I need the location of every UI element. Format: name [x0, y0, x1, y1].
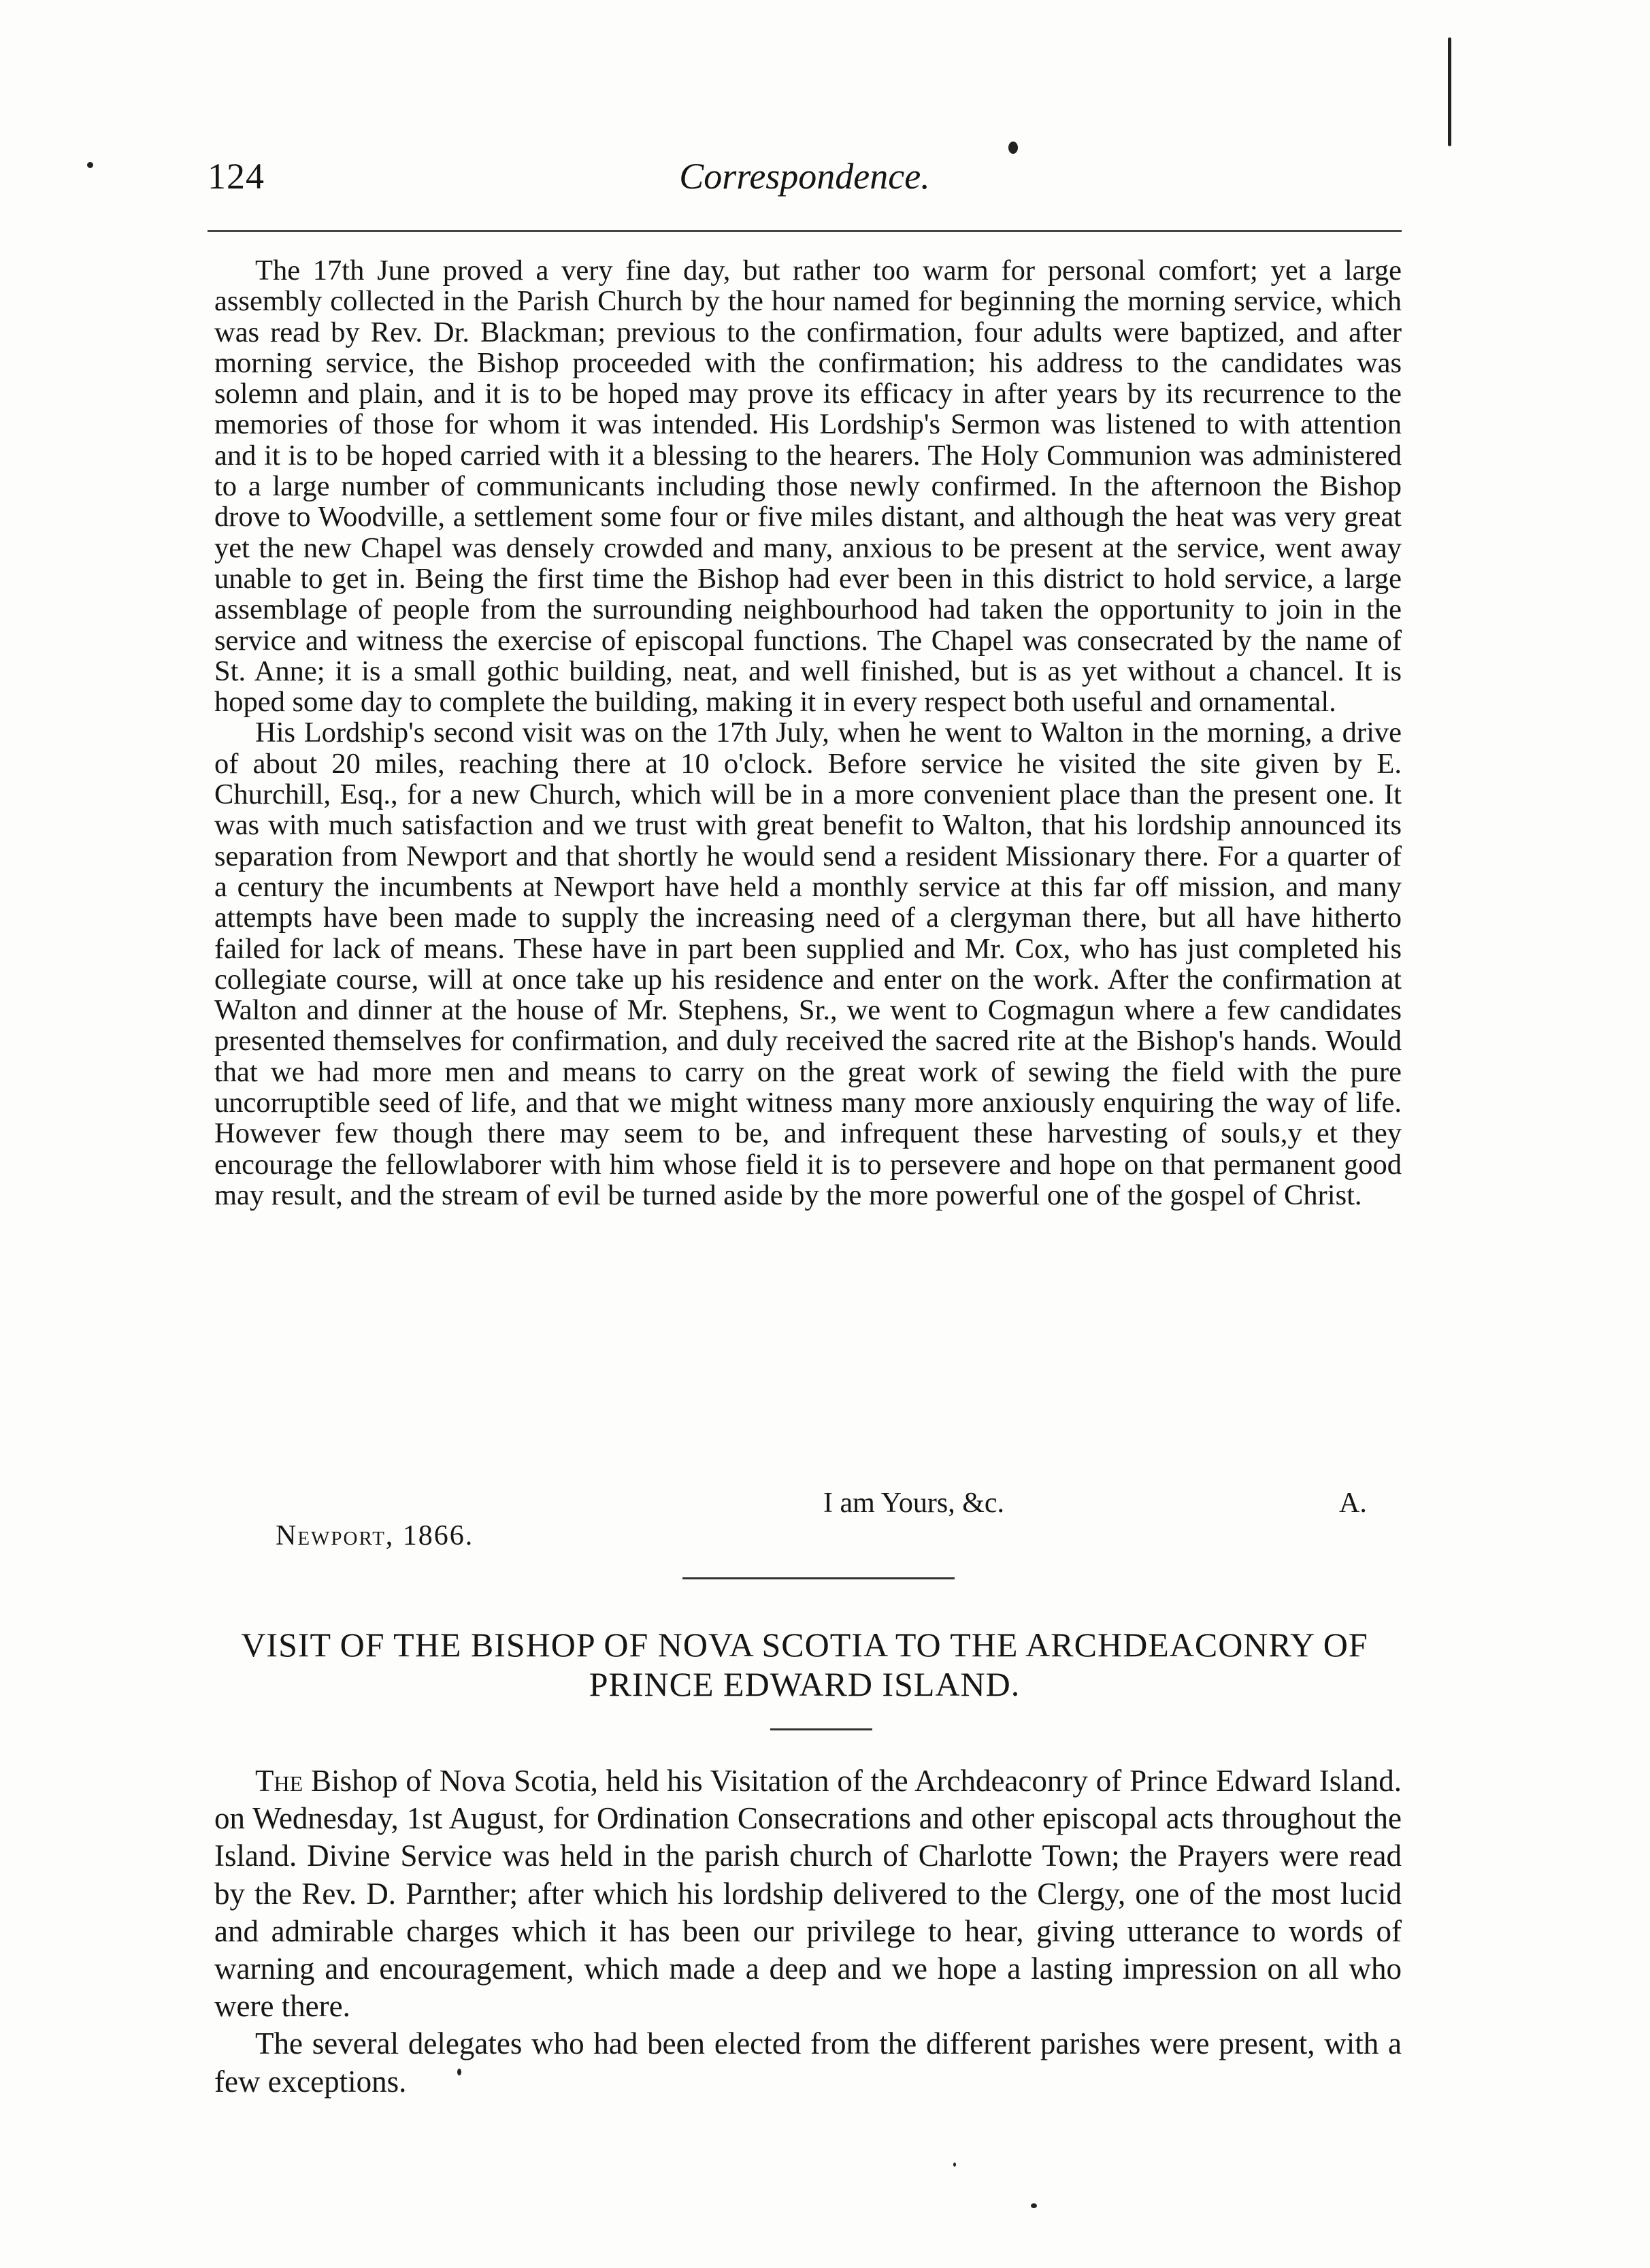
letter-paragraph: The 17th June proved a very fine day, but rather too warm for personal comfort; yet a large assembly collected in the Parish Church by the hour named for beginning the morning service, which was read by Rev. Dr. Blackman; previous to the confirmation, four adults were baptized, and after morning service, the Bishop proceeded with the confirmation; his address to the candidates was solemn and plain, and it is to be hoped may prove its efficacy in after years by its recurrence to the memories of those for whom it was intended. His Lordship's Sermon was listened to with attention and it is to be hoped carried with it a blessing to the hearers. The Holy Communion was administered to a large number of communicants including those newly confirmed. In the afternoon the Bishop drove to Woodville, a settlement some four or five miles distant, and although the heat was very great yet the new Chapel was densely crowded and many, anxious to be present at the service, went away unable to get in. Being the first time the Bishop had ever been in this district to hold service, a large assemblage of people from the surrounding neighbourhood had taken the opportunity to join in the service and witness the exercise of episcopal functions. The Chapel was consecrated by the name of St. Anne; it is a small gothic building, neat, and well finished, but is as yet without a chancel. It is hoped some day to complete the building, making it in every respect both useful and ornamental.	[214, 254, 1402, 719]
section-divider	[682, 1577, 955, 1579]
page-number: 124	[208, 156, 265, 197]
letter-paragraph: His Lordship's second visit was on the 17th July, when he went to Walton in the morning, a drive of about 20 miles, reaching there at 10 o'clock. Before service he visited the site given by E. Churchill, Esq., for a new Church, which will be in a more convenient place than the present one. It was with much satisfaction and we trust with great benefit to Walton, that his lordship announced its separation from Newport and that shortly he would send a resident Missionary there. For a quarter of a century the incumbents at Newport have held a monthly service at this far off mission, and many attempts have been made to supply the increasing need of a clergyman there, but all have hitherto failed for lack of means. These have in part been supplied and Mr. Cox, who has just completed his collegiate course, will at once take up his residence and enter on the work. After the confirmation at Walton and dinner at the house of Mr. Stephens, Sr., we went to Cogmagun where a few candidates presented themselves for confirmation, and duly received the sacred rite at the Bishop's hands. Would that we had more men and means to carry on the great work of sewing the field with the pure uncorruptible seed of life, and that we might witness many more anxiously enquiring the way of life. However few though there may seem to be, and infrequent these harvesting of souls,y et they encourage the fellowlaborer with him whose field it is to persevere and hope on that permanent good may result, and the stream of evil be turned aside by the more powerful one of the gospel of Christ.	[214, 717, 1402, 1211]
letter-closing: I am Yours, &c.	[823, 1488, 1005, 1519]
section-paragraph	[214, 1762, 1402, 2025]
scan-speck	[457, 2069, 461, 2075]
section-paragraph: The several delegates who had been elected from the different parishes were present, with a few exceptions.	[214, 2026, 1402, 2099]
letter-signature: A.	[1339, 1488, 1367, 1519]
scan-speck	[87, 162, 93, 168]
running-head: Correspondence.	[679, 156, 930, 197]
letter-dateline: Newport, 1866.	[276, 1520, 474, 1551]
scan-speck	[1031, 2203, 1037, 2208]
lead-in: The	[255, 1764, 303, 1798]
section-title: VISIT OF THE BISHOP OF NOVA SCOTIA TO THE ARCHDEACONRY OF PRINCE EDWARD ISLAND.	[241, 1626, 1368, 1703]
section-body	[214, 1762, 1402, 2101]
letter-body	[214, 255, 1402, 1211]
section-paragraph-text: Bishop of Nova Scotia, held his Visitation of the Archdeaconry of Prince Edward Island. on Wednesday, 1st August, for Ordination Consecrations and other episcopal acts throughout the Island. Divine Service was held in the parish church of Charlotte Town; the Prayers were read by the Rev. D. Parnther; after which his lordship delivered to the Clergy, one of the most lucid and admirable charges which it has been our privilege to hear, giving utterance to words of warning and encouragement, which made a deep and we hope a lasting impression on all who were there.	[214, 1764, 1402, 2024]
page-header	[208, 155, 1402, 203]
header-rule	[208, 230, 1402, 232]
scan-speck	[1008, 142, 1018, 154]
title-rule	[770, 1728, 872, 1730]
scan-speck	[1448, 37, 1451, 146]
scan-speck	[953, 2163, 956, 2167]
